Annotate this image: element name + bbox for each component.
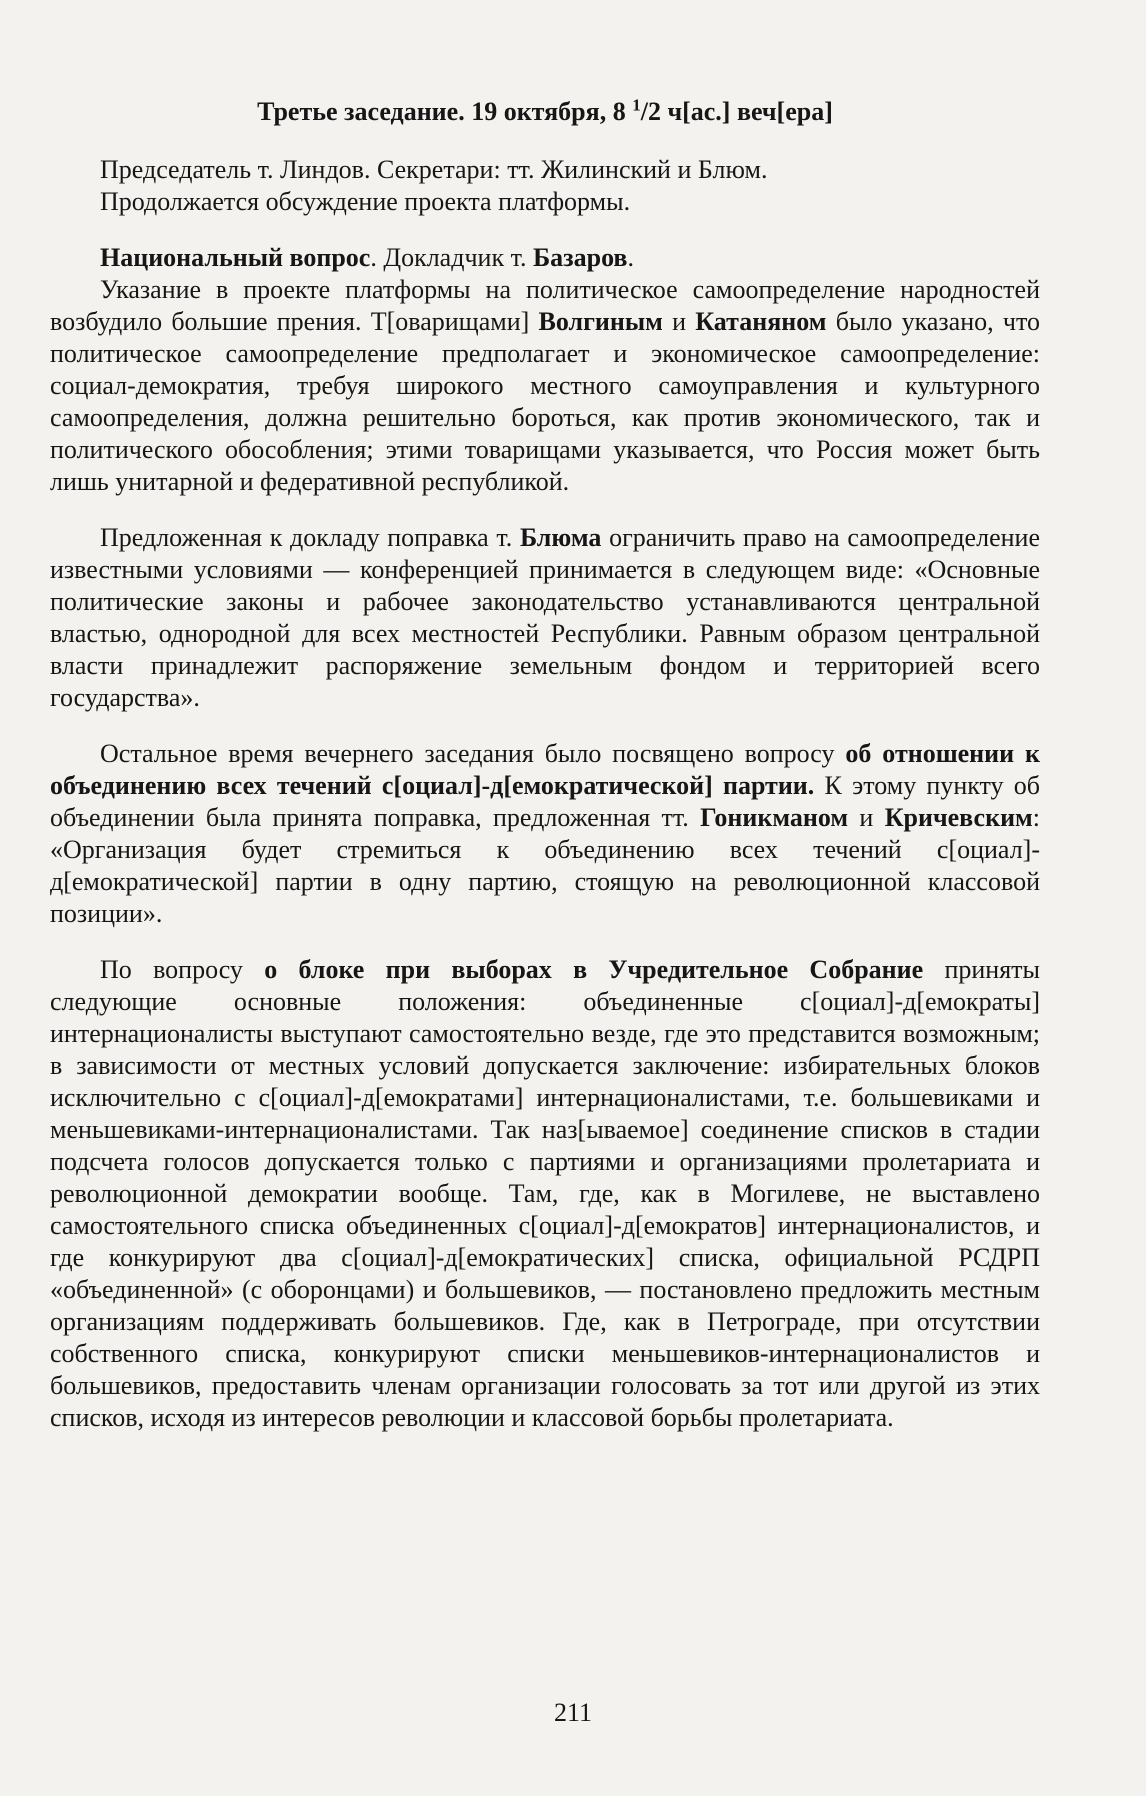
- heading-fraction-separator: /: [640, 97, 648, 126]
- p3-text-1: Указание в проекте платформы на политическое самоопределение народностей возбудило большие прения. Т[оварищами]: [50, 275, 1040, 336]
- name-krichevsky: Кричевским: [884, 803, 1033, 832]
- paragraph-election-bloc: [50, 954, 1040, 1434]
- name-katanyan: Катаняном: [695, 307, 827, 336]
- p5-text-4: : «Организация будет стремиться к объединению всех течений с[оциал]-д[емократической] партии в одну партию, стоящую на революционной классовой позиции».: [50, 803, 1040, 928]
- speaker-intro: . Докладчик т.: [370, 243, 533, 272]
- speaker-name: Базаров: [532, 243, 628, 272]
- unification-topic: об отношении к объединению всех течений с[оциал]-д[емократической] партии.: [50, 739, 1041, 800]
- session-heading: [50, 96, 1040, 128]
- heading-time: ч[ас.] веч[ера]: [667, 97, 833, 126]
- paragraph-self-determination: [50, 274, 1040, 498]
- paragraph-national-question-title: [50, 242, 1040, 274]
- p4-text-2: ограничить право на самоопределение известными условиями — конференцией принимается в следующем виде: «Основные политические законы и рабочее законодательство устанавливаются центральной властью, однородной для всех местностей Республики. Равным образом центральной власти принадлежит распоряжение земельным фондом и территорией всего государства».: [50, 523, 1040, 712]
- discussion-line: Продолжается обсуждение проекта платформы.: [100, 187, 631, 216]
- p3-text-3: было указано, что политическое самоопределение предполагает и экономическое самоопределение: социал-демократия, требуя широкого местного самоуправления и культурного самоопределения, должна решительно бороться, как против экономического, так и политического обособления; этими товарищами указывается, что Россия может быть лишь унитарной и федеративной республикой.: [50, 307, 1040, 496]
- p6-text-1: По вопросу: [100, 955, 265, 984]
- chair-line: Председатель т. Линдов. Секретари: тт. Жилинский и Блюм.: [100, 155, 768, 184]
- paragraph-amendment: [50, 522, 1040, 714]
- page-number: 211: [553, 1698, 593, 1727]
- p3-text-2: и: [662, 307, 696, 336]
- p4-text-1: Предложенная к докладу поправка т.: [100, 523, 520, 552]
- paragraph-unification: [50, 738, 1040, 930]
- heading-main: Третье заседание. 19 октября, 8: [257, 97, 626, 126]
- election-bloc-topic: о блоке при выборах в Учредительное Собрание: [264, 955, 924, 984]
- heading-fraction-denominator: 2: [647, 97, 661, 126]
- p6-text-2: приняты следующие основные положения: объединенные с[оциал]-д[емократы] интернационалисты выступают самостоятельно везде, где это представится возможным; в зависимости от местных условий допускается заключение: избирательных блоков исключительно с с[оциал]-д[емократами] интернационалистами, т.е. большевиками и меньшевиками-интернационалистами. Так наз[ываемое] соединение списков в стадии подсчета голосов допускается только с партиями и организациями пролетариата и революционной демократии вообще. Там, где, как в Могилеве, не выставлено самостоятельного списка объединенных с[оциал]-д[емократов] интернационалистов, и где конкурируют два с[оциал]-д[емократических] списка, официальной РСДРП «объединенной» (с оборонцами) и большевиков, — постановлено предложить местным организациям поддерживать большевиков. Где, как в Петрограде, при отсутствии собственного списка, конкурируют списки меньшевиков-интернационалистов и большевиков, предоставить членам организации голосовать за тот или другой из этих списков, исходя из интересов революции и классовой борьбы пролетариата.: [50, 955, 1040, 1432]
- name-volgin: Волгиным: [538, 307, 663, 336]
- p5-text-1: Остальное время вечернего заседания было посвящено вопросу: [100, 739, 846, 768]
- national-question-title: Национальный вопрос: [100, 243, 371, 272]
- p5-text-2: К этому пункту об объединении была принята поправка, предложенная тт.: [50, 771, 1040, 832]
- speaker-end: .: [627, 243, 634, 272]
- name-gonikman: Гоникманом: [700, 803, 849, 832]
- p5-text-3: и: [848, 803, 885, 832]
- name-blyum: Блюма: [519, 523, 602, 552]
- heading-fraction-numerator: 1: [632, 95, 641, 115]
- paragraph-chair: [50, 154, 1040, 218]
- page-text: [50, 96, 1040, 1458]
